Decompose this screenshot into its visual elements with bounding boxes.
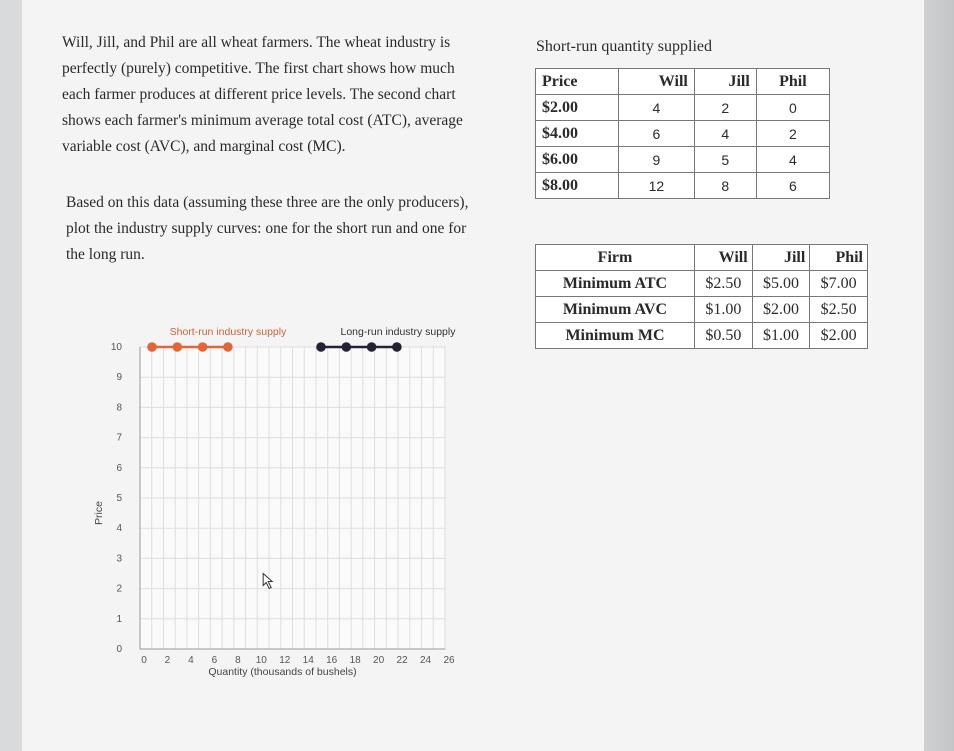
header-will: Will — [695, 245, 753, 271]
palette-point[interactable] — [173, 342, 183, 352]
table-row — [536, 271, 868, 297]
palette-point[interactable] — [223, 342, 233, 352]
y-axis-title: Price — [93, 501, 105, 525]
y-tick-label: 1 — [116, 613, 122, 625]
row-label: Minimum ATC — [536, 271, 695, 297]
y-tick-label: 9 — [116, 372, 122, 384]
jill-cell: 5 — [694, 147, 756, 173]
header-phil: Phil — [756, 69, 829, 95]
will-cell: $1.00 — [695, 297, 753, 323]
will-cell: 12 — [619, 173, 695, 199]
will-cell: $2.50 — [695, 271, 753, 297]
jill-cell: 2 — [694, 95, 756, 121]
phil-cell: 4 — [756, 147, 829, 173]
phil-cell: 6 — [756, 173, 829, 199]
header-phil: Phil — [810, 245, 868, 271]
intro-paragraph: Will, Jill, and Phil are all wheat farmers. The wheat industry is perfectly (purely) competitive. The first chart shows how much each farmer produces at different price levels. The second chart shows each farmer's minimum average total cost (ATC), average variable cost (AVC), and marginal cost (MC). — [62, 34, 463, 155]
instructions-paragraph: Based on this data (assuming these three are the only producers), plot the industry supply curves: one for the short run and one for the long run. — [66, 194, 469, 263]
cost-table — [535, 244, 868, 349]
y-tick-label: 5 — [116, 493, 122, 504]
palette-point[interactable] — [316, 342, 326, 352]
jill-cell: $5.00 — [752, 271, 810, 297]
palette-point[interactable] — [147, 342, 157, 352]
row-label: Minimum AVC — [536, 297, 695, 323]
x-tick-label: 0 — [141, 655, 147, 666]
x-tick-label: 16 — [326, 655, 338, 666]
jill-cell: 8 — [694, 173, 756, 199]
header-firm: Firm — [536, 245, 695, 271]
will-cell: 6 — [619, 121, 695, 147]
header-jill: Jill — [694, 69, 756, 95]
phil-cell: 0 — [756, 95, 829, 121]
series-label: Short-run industry supply — [169, 326, 287, 338]
palette-point[interactable] — [342, 342, 352, 352]
phil-cell: $2.50 — [810, 297, 868, 323]
screen-edge — [924, 0, 954, 751]
phil-cell: 2 — [756, 121, 829, 147]
palette-point[interactable] — [198, 342, 208, 352]
short-run-table-title: Short-run quantity supplied — [536, 38, 712, 55]
jill-cell: $1.00 — [752, 323, 810, 349]
will-cell: 9 — [619, 147, 695, 173]
short-run-quantity-table — [535, 68, 830, 199]
y-tick-label: 6 — [116, 462, 122, 474]
series-label: Long-run industry supply — [340, 326, 456, 338]
y-tick-label: 8 — [116, 402, 122, 414]
price-cell: $4.00 — [536, 121, 619, 147]
table-header-row — [536, 245, 868, 271]
table-row — [536, 147, 830, 173]
row-label: Minimum MC — [536, 323, 695, 349]
table-row — [536, 121, 830, 147]
y-tick-label: 10 — [110, 342, 122, 353]
table-row — [536, 323, 868, 349]
price-cell: $6.00 — [536, 147, 619, 173]
price-cell: $8.00 — [536, 173, 619, 199]
table-row — [536, 297, 868, 323]
palette-point[interactable] — [367, 342, 377, 352]
x-tick-label: 26 — [443, 655, 455, 666]
x-tick-label: 24 — [419, 655, 432, 666]
will-cell: $0.50 — [695, 323, 753, 349]
y-tick-label: 0 — [116, 644, 122, 655]
supply-plot-chart[interactable] — [80, 320, 480, 690]
jill-cell: 4 — [694, 121, 756, 147]
table-row — [536, 95, 830, 121]
y-tick-label: 3 — [116, 553, 122, 565]
table-header-row — [536, 69, 830, 95]
x-axis-title: Quantity (thousands of bushels) — [208, 666, 357, 678]
will-cell: 4 — [619, 95, 695, 121]
x-tick-label: 8 — [235, 655, 241, 666]
header-jill: Jill — [752, 245, 810, 271]
x-tick-label: 12 — [279, 655, 291, 666]
x-tick-label: 6 — [211, 655, 218, 666]
x-tick-label: 10 — [255, 655, 267, 666]
price-cell: $2.00 — [536, 95, 619, 121]
header-price: Price — [536, 69, 619, 95]
x-tick-label: 4 — [188, 655, 194, 666]
jill-cell: $2.00 — [752, 297, 810, 323]
header-will: Will — [619, 69, 695, 95]
x-tick-label: 14 — [302, 655, 314, 666]
phil-cell: $2.00 — [810, 323, 868, 349]
x-tick-label: 20 — [373, 655, 385, 666]
x-tick-label: 18 — [349, 655, 361, 666]
phil-cell: $7.00 — [810, 271, 868, 297]
x-tick-label: 2 — [164, 655, 171, 666]
y-tick-label: 2 — [116, 583, 122, 595]
table-row — [536, 173, 830, 199]
y-tick-label: 7 — [116, 432, 122, 444]
y-tick-label: 4 — [116, 523, 122, 535]
palette-point[interactable] — [392, 342, 402, 352]
x-tick-label: 22 — [396, 655, 408, 666]
